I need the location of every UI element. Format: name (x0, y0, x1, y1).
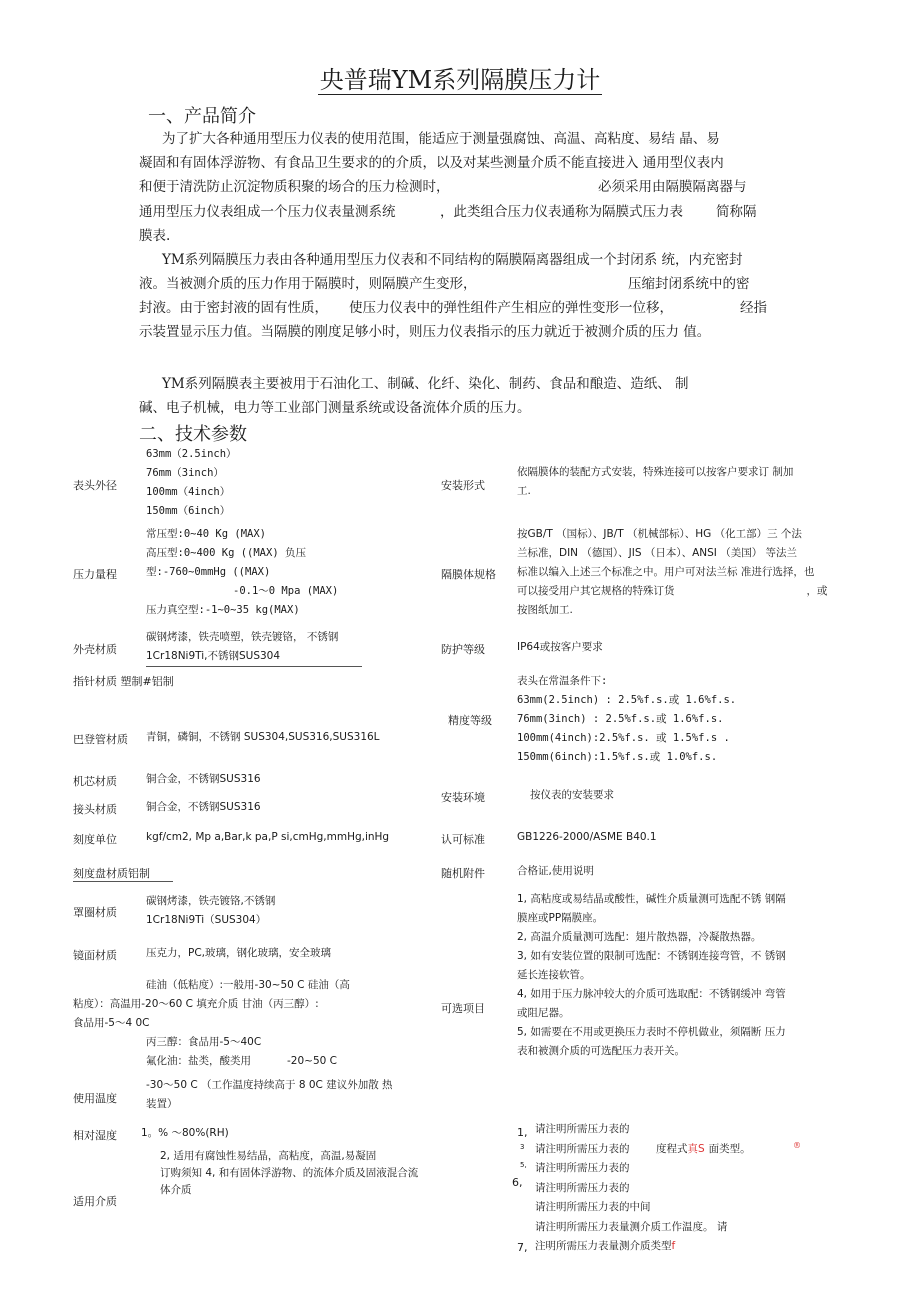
spec-value-options: 1, 高粘度或易结晶或酸性，碱性介质量测可选配不锈 钢隔 膜座或PP隔膜座。 2, 高温介质量测可选配：翅片散热器，冷凝散热器。 3, 如有安装位置的限制可选配：不锈钢连接弯管，不 锈钢 延长连接软管。 4, 如用于压力脉冲较大的介质可选取配：不锈钢缓冲 弯管 或阻尼器。 5, 如需要在不用或更换压力表时不停机做业，须隔断 压力 表和被测介质的可选配压力表开关。 (517, 893, 786, 1057)
spec-value-install: 依隔膜体的装配方式安装，特殊连接可以按客户要求订 制加 工. (517, 466, 794, 497)
intro-line: ，此类组合压力仪表通称为隔膜式压力表 (440, 204, 683, 220)
order-num: 6, (512, 1176, 523, 1189)
spec-label-temp: 使用温度 (73, 1092, 117, 1105)
page-title: 央普瑞YM系列隔膜压力计 (319, 66, 601, 94)
spec-pointer-material: 指针材质 塑制#铝制 (73, 675, 174, 688)
section-heading-specs: 二、技术参数 (139, 424, 247, 445)
spec-value-diameter: 63mm（2.5inch） 76mm（3inch） 100mm（4inch） 150mm（6inch） (146, 448, 237, 517)
spec-label-case: 外壳材质 (73, 643, 117, 656)
spec-value-bourdon: 青铜，磷铜，不锈钢 SUS304,SUS316,SUS316L (146, 731, 380, 743)
spec-label-protection: 防护等级 (441, 643, 485, 656)
spec-value-range: 常压型:0~40 Kg (MAX) 高压型:0~400 Kg ((MAX) 负压 型:-760~0mmHg ((MAX) -0.1～0 Mpa (MAX) 压力真空型:-1~0~35 kg(MAX) (146, 528, 339, 616)
spec-label-accessory: 随机附件 (441, 867, 485, 880)
spec-value-unit: kgf/cm2, Mp a,Bar,k pa,P si,cmHg,mmHg,inHg (146, 831, 390, 843)
intro-line: 膜表. (139, 228, 171, 244)
intro-line: 经指 (740, 300, 767, 316)
spec-label-humidity: 相对湿度 (73, 1129, 117, 1142)
spec-label-accuracy: 精度等级 (448, 714, 492, 727)
spec-value-movement: 铜合金，不锈钢SUS316 (146, 773, 261, 785)
intro-line: 压缩封闭系统中的密 (628, 276, 750, 292)
intro-line: 使压力仪表中的弹性组件产生相应的弹性变形一位移， (349, 300, 673, 316)
order-num: 3 (520, 1143, 525, 1151)
spec-label-environment: 安装环境 (441, 791, 485, 804)
spec-value-humidity: 1。% ～80%(RH) (141, 1127, 229, 1139)
spec-value-case: 碳钢烤漆，铁壳喷塑，铁壳镀铬， 不锈钢 1Cr18Ni9Ti,不锈钢SUS304 (146, 628, 362, 667)
order-num: 5, (520, 1161, 527, 1169)
spec-value-lens: 压克力，PC,玻璃，钢化玻璃，安全玻璃 (146, 947, 332, 959)
order-num: 1, (517, 1126, 528, 1139)
section-heading-intro: 一、产品简介 (148, 106, 256, 127)
intro-line: 必须采用由隔膜隔离器与 (598, 179, 747, 195)
intro-line: YM系列隔膜表主要被用于石油化工、制碱、化纤、染化、制药、食品和酿造、造纸、 制 (162, 376, 689, 392)
spec-label-diameter: 表头外径 (73, 479, 117, 492)
spec-label-movement: 机芯材质 (73, 775, 117, 788)
order-num: 7, (517, 1241, 528, 1254)
spec-value-standard: GB1226-2000/ASME B40.1 (517, 831, 657, 843)
spec-value-accuracy: 表头在常温条件下: 63mm(2.5inch) : 2.5%f.s.或 1.6%f.s. 76mm(3inch) : 2.5%f.s.或 1.6%f.s. 100mm(4inch):2.5%f.s. 或 1.5%f.s . 150mm(6inch):1.5%f.s.或 1.0%f.s. (517, 675, 737, 763)
spec-value-flange: 按GB/T （国标）、JB/T （机械部标）、HG （化工部）三 个法 兰标准，DIN （德国）、JIS （日本）、ANSI （美国） 等法兰 标准以编入上述三个标准之中。用户可对法兰标 准进行选择，也 可以接受用户其它规格的特殊订货 ，或 按图纸加工. (517, 528, 828, 616)
spec-label-range: 压力量程 (73, 568, 117, 581)
registered-mark: ® (793, 1141, 801, 1150)
spec-order-note: 2, 适用有腐蚀性易结晶，高粘度，高温,易凝固 订购须知 4, 和有固体浮游物、的流体介质及固液混合流 体介质 (160, 1150, 419, 1196)
spec-label-ring: 罩圈材质 (73, 906, 117, 919)
spec-value-accessory: 合格证,使用说明 (517, 865, 594, 877)
spec-dial-material: 刻度盘材质铝制 (73, 865, 173, 882)
intro-line: 简称隔 (716, 204, 757, 220)
intro-line: YM系列隔膜压力表由各种通用型压力仪表和不同结构的隔膜隔离器组成一个封闭系 统，内充密封 (162, 252, 743, 268)
spec-label-options: 可选项目 (441, 1002, 485, 1015)
spec-value-temp: -30～50 C （工作温度持续高于 8 0C 建议外加散 热 装置） (146, 1079, 393, 1110)
intro-line: 示装置显示压力值。当隔膜的刚度足够小时，则压力仪表指示的压力就近于被测介质的压力 值。 (139, 324, 711, 340)
spec-label-connector: 接头材质 (73, 803, 117, 816)
spec-value-ring: 碳钢烤漆，铁壳镀铬,不锈钢 1Cr18Ni9Ti（SUS304） (146, 895, 276, 926)
spec-label-flange: 隔膜体规格 (441, 568, 496, 581)
spec-fill-medium: 硅油（低粘度）:一般用-30~50 C 硅油（高 粘度）：高温用-20～60 C 填充介质 甘油（丙三醇）: 食品用-5～4 0C 丙三醇：食品用-5～40C 氟化油：盐类，酸类用 -20~50 C (73, 979, 350, 1067)
intro-line: 液。当被测介质的压力作用于隔膜时，则隔膜产生变形， (139, 276, 477, 292)
intro-line: 和便于清洗防止沉淀物质积聚的场合的压力检测时， (139, 179, 450, 195)
spec-value-connector: 铜合金，不锈钢SUS316 (146, 801, 261, 813)
spec-value-protection: IP64或按客户要求 (517, 641, 603, 653)
spec-label-lens: 镜面材质 (73, 949, 117, 962)
intro-line: 封液。由于密封液的固有性质， (139, 300, 328, 316)
spec-label-standard: 认可标准 (441, 833, 485, 846)
spec-label-install: 安装形式 (441, 479, 485, 492)
spec-label-bourdon: 巴登管材质 (73, 733, 128, 746)
intro-line: 凝固和有固体浮游物、有食品卫生要求的的介质，以及对某些测量介质不能直接进入 通用型仪表内 (139, 155, 724, 171)
order-side-text: 度程式真S 面类型。 (656, 1143, 751, 1155)
intro-line: 通用型压力仪表组成一个压力仪表量测系统 (139, 204, 396, 220)
intro-line: 碱、电子机械，电力等工业部门测量系统或设备流体介质的压力。 (139, 400, 531, 416)
intro-line: 为了扩大各种通用型压力仪表的使用范围，能适应于测量强腐蚀、高温、高粘度、易结 晶、易 (162, 131, 720, 147)
spec-label-medium: 适用介质 (73, 1195, 117, 1208)
order-notes: 请注明所需压力表的 请注明所需压力表的 请注明所需压力表的 请注明所需压力表的 请注明所需压力表的中间 请注明所需压力表量测介质工作温度。 请 注明所需压力表量测介质类型f (535, 1123, 728, 1252)
spec-value-environment: 按仪表的安装要求 (530, 789, 614, 801)
spec-label-unit: 刻度单位 (73, 833, 117, 846)
